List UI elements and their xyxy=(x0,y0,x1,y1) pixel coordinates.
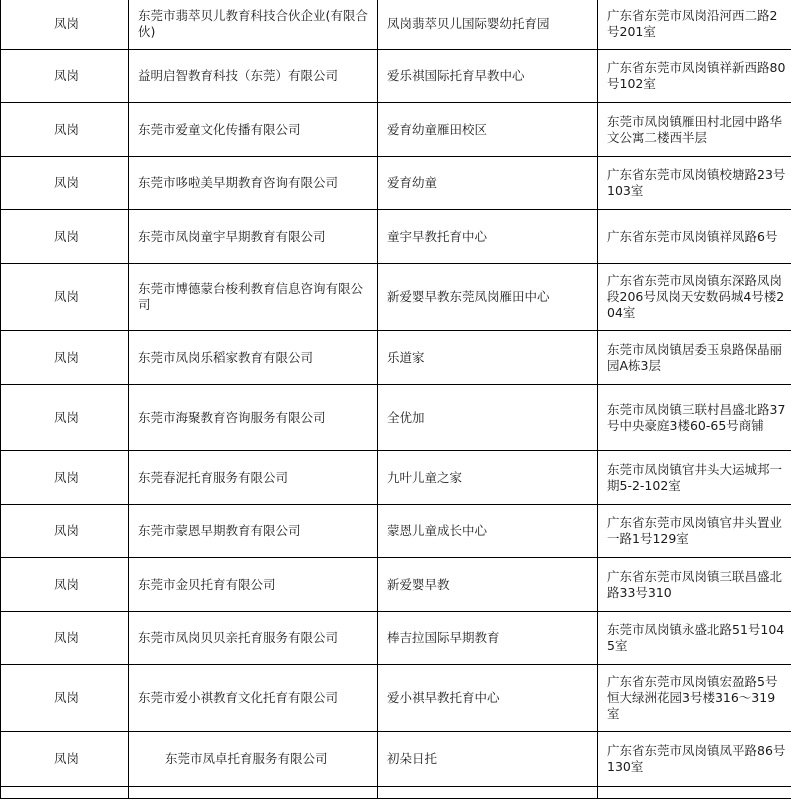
address-cell: 广东省东莞市凤岗镇三联昌盛北路33号310 xyxy=(598,558,791,612)
address-cell: 东莞市凤岗镇永盛北路51号1045室 xyxy=(598,612,791,665)
region-cell: 凤岗 xyxy=(1,665,129,732)
institution-cell: 爱乐祺国际托育早教中心 xyxy=(378,50,598,103)
company-cell: 东莞市海聚教育咨询服务有限公司 xyxy=(129,385,378,451)
address-cell: 广东省东莞市凤岗镇祥新西路80号102室 xyxy=(598,50,791,103)
region-cell: 凤岗 xyxy=(1,331,129,385)
address-cell: 广东省东莞市凤岗沿河西二路2号201室 xyxy=(598,0,791,50)
region-cell: 凤岗 xyxy=(1,210,129,264)
company-cell: 东莞市翡萃贝儿教育科技合伙企业(有限合伙) xyxy=(129,0,378,50)
institution-cell: 新爱婴早教东莞凤岗雁田中心 xyxy=(378,264,598,331)
region-cell: 凤岗 xyxy=(1,103,129,157)
table-row xyxy=(1,103,791,157)
region-cell: 凤岗 xyxy=(1,157,129,210)
table-row xyxy=(1,451,791,505)
institution-cell: 蒙恩儿童成长中心 xyxy=(378,505,598,558)
company-cell: 东莞市金贝托育有限公司 xyxy=(129,558,378,612)
region-cell: 凤岗 xyxy=(1,732,129,787)
address-cell: 广东省东莞市凤岗镇宏盈路5号恒大绿洲花园3号楼316～319室 xyxy=(598,665,791,732)
company-cell: 东莞市爱小祺教育文化托育有限公司 xyxy=(129,665,378,732)
company-cell: 东莞市博德蒙台梭利教育信息咨询有限公司 xyxy=(129,264,378,331)
region-cell: 凤岗 xyxy=(1,558,129,612)
table-row xyxy=(1,732,791,787)
address-cell: 广东省东莞市凤岗镇东深路凤岗段206号凤岗天安数码城4号楼204室 xyxy=(598,264,791,331)
address-cell: 广东省东莞市凤岗镇凤平路86号130室 xyxy=(598,732,791,787)
address-cell: 广东省东莞市凤岗镇校塘路23号103室 xyxy=(598,157,791,210)
address-cell: 东莞市凤岗镇雁田村北园中路华文公寓二楼西半层 xyxy=(598,103,791,157)
institution-cell: 凤岗翡萃贝儿国际婴幼托育园 xyxy=(378,0,598,50)
company-cell: 东莞市凤岗贝贝亲托育服务有限公司 xyxy=(129,612,378,665)
institution-cell: 爱育幼童 xyxy=(378,157,598,210)
region-cell: 凤岗 xyxy=(1,612,129,665)
table-row xyxy=(1,331,791,385)
region-cell: 凤岗 xyxy=(1,264,129,331)
region-cell: 凤岗 xyxy=(1,505,129,558)
address-cell: 东莞市凤岗镇三联村昌盛北路37号中央豪庭3楼60-65号商铺 xyxy=(598,385,791,451)
table-row xyxy=(1,505,791,558)
table-row xyxy=(1,50,791,103)
institution-cell: 棒吉拉国际早期教育 xyxy=(378,612,598,665)
company-cell: 益明启智教育科技（东莞）有限公司 xyxy=(129,50,378,103)
company-cell: 东莞市哆啦美早期教育咨询有限公司 xyxy=(129,157,378,210)
institution-cell: 九叶儿童之家 xyxy=(378,451,598,505)
institution-cell: 全优加 xyxy=(378,385,598,451)
table-row-partial xyxy=(1,787,791,799)
region-cell: 凤岗 xyxy=(1,0,129,50)
company-cell: 东莞春泥托育服务有限公司 xyxy=(129,451,378,505)
institution-cell: 爱育幼童雁田校区 xyxy=(378,103,598,157)
institution-cell: 童宇早教托育中心 xyxy=(378,210,598,264)
address-cell: 广东省东莞市凤岗镇祥凤路6号 xyxy=(598,210,791,264)
company-cell: 东莞市凤岗童宇早期教育有限公司 xyxy=(129,210,378,264)
table-row xyxy=(1,385,791,451)
institution-cell: 乐道家 xyxy=(378,331,598,385)
table-row xyxy=(1,0,791,50)
table-row xyxy=(1,558,791,612)
table-row xyxy=(1,210,791,264)
address-cell: 广东省东莞市凤岗镇官井头置业一路1号129室 xyxy=(598,505,791,558)
institution-cell: 初朵日托 xyxy=(378,732,598,787)
table-row xyxy=(1,665,791,732)
region-cell: 凤岗 xyxy=(1,385,129,451)
institution-cell: 爱小祺早教托育中心 xyxy=(378,665,598,732)
company-cell: 东莞市爱童文化传播有限公司 xyxy=(129,103,378,157)
address-cell: 东莞市凤岗镇官井头大运城邦一期5-2-102室 xyxy=(598,451,791,505)
company-cell: 东莞市蒙恩早期教育有限公司 xyxy=(129,505,378,558)
institution-cell: 新爱婴早教 xyxy=(378,558,598,612)
table-row xyxy=(1,157,791,210)
company-cell: 东莞市凤卓托育服务有限公司 xyxy=(129,732,378,787)
company-cell: 东莞市凤岗乐稻家教育有限公司 xyxy=(129,331,378,385)
table-row xyxy=(1,612,791,665)
region-cell: 凤岗 xyxy=(1,50,129,103)
address-cell: 东莞市凤岗镇居委玉泉路保晶丽园A栋3层 xyxy=(598,331,791,385)
region-cell: 凤岗 xyxy=(1,451,129,505)
table-row xyxy=(1,264,791,331)
